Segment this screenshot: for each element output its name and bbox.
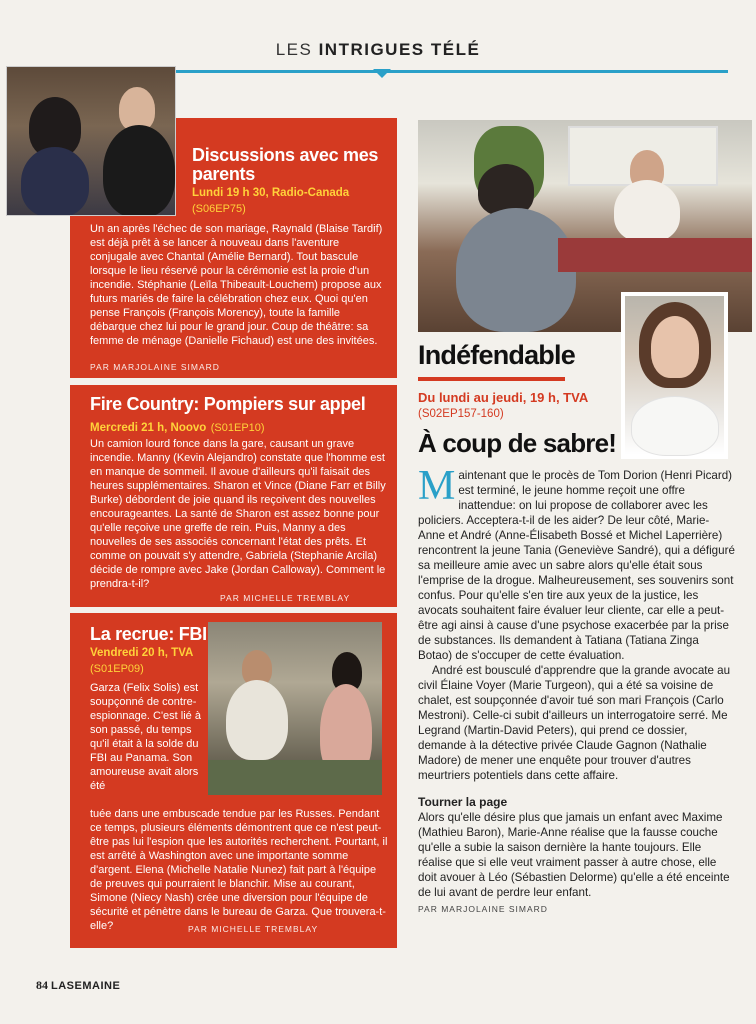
- article-body: [418, 463, 736, 917]
- box1-title: Discussions avec mes parents: [192, 145, 379, 184]
- article-p1-text: aintenant que le procès de Tom Dorion (Henri Picard) est terminé, le jeune homme reçoit une offre inattendue: on lui propose de collaborer avec les policiers. Acceptera-t-il de les aider? De leur côté, Marie-Anne et André (Anne-Élisabeth Bossé et Michel Laperrière) rencontrent la jeune Tania (Geneviève Sandré), qui a défiguré sa meilleure amie avec un sabre alors qu'elle était sous l'emprise de la drogue. Malheureusement, ses souvenirs sont confus. Pour qu'elle s'en tire aux yeux de la justice, les avocats souhaitent faire évaluer leur cliente, car elle a peut-être agi ainsi à cause d'une psychose exacerbée par la prise de substances. Ils demandent à Tatiana (Tatiana Zinga Botao) de s'occuper de cette évaluation.: [418, 469, 735, 662]
- photo4-shirt: [631, 396, 719, 456]
- box2-body: Un camion lourd fonce dans la gare, causant un grave incendie. Manny (Kevin Alejandro) constate que l'homme est en manque de sommeil. Il avoue d'ailleurs qu'il faisait des heures supplémentaires. Sharon et Vince (Diane Farr et Billy Burke) débordent de joie quand ils reçoivent des nouvelles encourageantes. La santé de Sharon est assez bonne pour qu'elle reçoive une greffe de rein. Puis, Manny a des nouvelles de ses associés concernant l'état des prêts. Et comme on pouvait s'y attendre, Gabriela (Stephanie Arcila) décide de rompre avec Jake (Jordan Calloway). Comment le prendra-t-il?: [90, 438, 386, 590]
- article-byline: PAR MARJOLAINE SIMARD: [418, 904, 548, 914]
- photo2-table: [208, 760, 382, 795]
- article-dropcap: M: [418, 463, 456, 509]
- section-header-prefix: LES: [275, 40, 319, 59]
- box3-body-narrow: Garza (Felix Solis) est soupçonné de contre-espionnage. C'est lié à son passé, du temps qu'il était à la solde du FBI au Panama. Son amoureuse avait alors été: [90, 682, 201, 792]
- box3-byline: PAR MICHELLE TREMBLAY: [188, 924, 319, 934]
- box3-body-wide: tuée dans une embuscade tendue par les Russes. Pendant ce temps, plusieurs éléments démontrent que ce n'est peut-être pas lui l'espion que les autorités recherchent. Pourtant, il est arrêté à Washington avec une importante somme d'argent. Elena (Michelle Natalie Nunez) fait part à l'équipe de preuves qui pourraient le blanchir. Mise au courant, Simone (Niecy Nash) crée une diversion pour l'équipe de sécurité et pénètre dans le bureau de Garza. Que trouvera-t-elle?: [90, 808, 388, 932]
- box2-schedule-line: [90, 418, 265, 436]
- photo-discussions: [6, 66, 176, 216]
- box3-title: La recrue: FBI: [90, 624, 207, 644]
- box3-code: (S01EP09): [90, 663, 144, 675]
- box-fire-country: [70, 385, 397, 607]
- photo3-desk: [558, 238, 752, 272]
- photo-indefendable-portrait: [621, 292, 728, 459]
- photo-la-recrue: [208, 622, 382, 795]
- photo3-lawyer-body: [614, 180, 680, 242]
- article-title-bar: [418, 377, 565, 381]
- section-header-bold: INTRIGUES TÉLÉ: [318, 40, 481, 59]
- photo1-person-right-body: [103, 125, 175, 216]
- header-rule-notch: [373, 69, 391, 78]
- section-header: [0, 40, 756, 60]
- box1-code: (S06EP75): [192, 203, 246, 215]
- article-code: (S02EP157-160): [418, 408, 504, 420]
- box2-schedule: Mercredi 21 h, Noovo: [90, 422, 207, 434]
- article-headline: À coup de sabre!: [418, 428, 617, 458]
- photo1-person-left-body: [21, 147, 89, 216]
- page-footer: [36, 978, 120, 993]
- article-subhead: Tourner la page: [418, 795, 508, 809]
- box1-body: Un an après l'échec de son mariage, Raynald (Blaise Tardif) est déjà prêt à se lancer à nouveau dans l'aventure conjugale avec Chantal (Amélie Bernard). Tout bascule lorsque le lieu réservé pour la cérémonie est la proie d'un incendie. Stéphanie (Leïla Thibeault-Louchem) propose aux futurs mariés de faire la célébration chez eux. Quoi qu'en pense François (François Morency), toute la famille débarque chez lui pour le grand jour. Coup de théâtre: sa femme de ménage (Danielle Fichaud) est une des invitées.: [90, 223, 383, 347]
- photo2-man-shirt: [226, 680, 288, 760]
- box2-byline: PAR MICHELLE TREMBLAY: [220, 593, 351, 603]
- photo4-face: [651, 316, 699, 378]
- box1-byline: PAR MARJOLAINE SIMARD: [90, 362, 220, 372]
- article-paragraph-1: [418, 463, 736, 663]
- article-paragraph-2: André est bousculé d'apprendre que la grande avocate au civil Élaine Voyer (Marie Turgeon), qui a été sa voisine de chalet, est soupçonnée d'avoir tué son mari François (Carlo Mestroni). Celle-ci subit d'ailleurs un interrogatoire serré. Me Legrand (Martin-David Peters), qui prend ce dossier, demande à la détective privée Claude Gagnon (Nathalie Madore) de mener une enquête pour trouver d'autres meurtriers potentiels dans cette affaire.: [418, 664, 731, 782]
- box2-title: Fire Country: Pompiers sur appel: [90, 394, 366, 414]
- box1-schedule: Lundi 19 h 30, Radio-Canada: [192, 187, 350, 199]
- article-paragraph-3: Alors qu'elle désire plus que jamais un enfant avec Maxime (Mathieu Baron), Marie-Anne réalise que la fausse couche qu'elle a subie la saison dernière la hante toujours. Elle réalise que si elle veut vraiment passer à autre chose, elle doit avouer à Léo (Sébastien Delorme) qu'elle a été enceinte de lui avant de perdre leur enfant.: [418, 811, 730, 899]
- magazine-brand: LASEMAINE: [51, 980, 121, 992]
- page-number: 84: [36, 978, 48, 992]
- box2-code: (S01EP10): [210, 422, 265, 434]
- box3-schedule: Vendredi 20 h, TVA: [90, 647, 194, 659]
- article-title: Indéfendable: [418, 340, 575, 370]
- photo4-inner: [625, 296, 724, 455]
- article-schedule: Du lundi au jeudi, 19 h, TVA: [418, 390, 589, 405]
